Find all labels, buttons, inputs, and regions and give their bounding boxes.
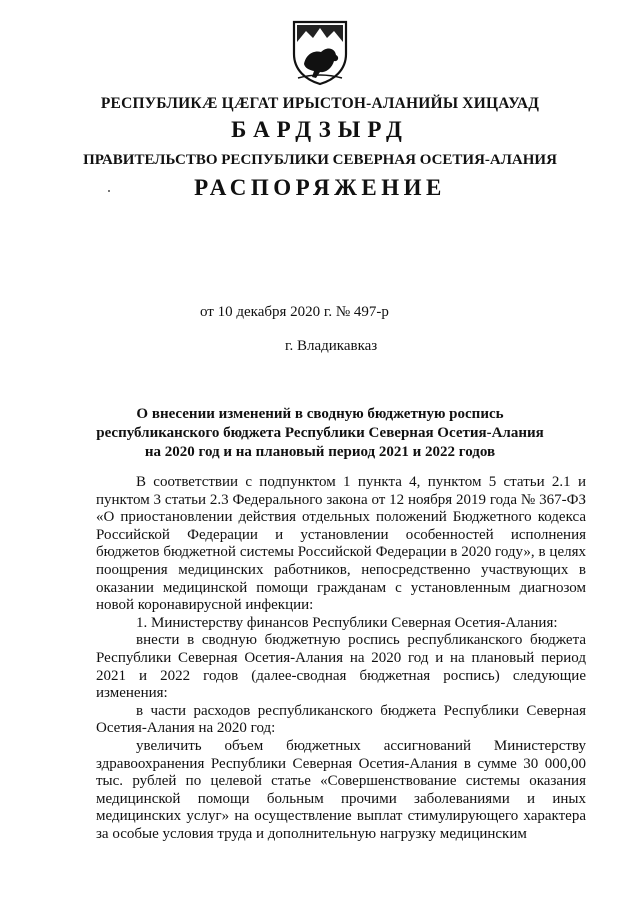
title-line: на 2020 год и на плановый период 2021 и 2022 годов — [144, 444, 496, 460]
body-paragraph: 1. Министерству финансов Республики Северная Осетия-Алания: — [136, 614, 558, 631]
scan-speck — [108, 190, 110, 192]
ossetian-decree-heading: БАРДЗЫРД — [231, 117, 409, 142]
body-paragraph: в части расходов республиканского бюджета Республики Северная Осетия-Алания на 2020 год: — [96, 702, 586, 737]
coat-of-arms-icon — [290, 20, 350, 86]
title-line: республиканского бюджета Республики Северная Осетия-Алания — [96, 425, 544, 441]
decree-city: г. Владикавказ — [285, 338, 378, 354]
body-paragraph: увеличить объем бюджетных ассигнований Министерству здравоохранения Республики Северная Осетия-Алания в сумме 30 000,00 тыс. рублей по целевой статье «Совершенствование системы оказания медицинской помощи больным прочими заболеваниями и иных медицинских услуг» на осуществление выплат стимулирующего характера за особые условия труда и дополнительную нагрузку медицинским — [96, 737, 586, 842]
decree-title — [0, 405, 640, 462]
decree-body — [96, 474, 586, 843]
russian-government-heading: ПРАВИТЕЛЬСТВО РЕСПУБЛИКИ СЕВЕРНАЯ ОСЕТИЯ-АЛАНИЯ — [83, 152, 557, 168]
title-line: О внесении изменений в сводную бюджетную роспись — [136, 406, 504, 422]
decree-date-number: от 10 декабря 2020 г. № 497-р — [200, 304, 389, 320]
ossetian-government-heading: РЕСПУБЛИКÆ ЦÆГАТ ИРЫСТОН-АЛАНИЙЫ ХИЦАУАД — [100, 95, 540, 112]
body-paragraph: внести в сводную бюджетную роспись республиканского бюджета Республики Северная Осетия-Алания на 2020 год и на плановый период 2021 и 2022 годов (далее-сводная бюджетная роспись) следующие изменения: — [96, 632, 586, 702]
body-paragraph: В соответствии с подпунктом 1 пункта 4, пунктом 5 статьи 2.1 и пунктом 3 статьи 2.3 Федерального закона от 12 ноября 2019 года № 367-ФЗ «О приостановлении действия отдельных положений Бюджетного кодекса Российской Федерации и установлении особенностей исполнения бюджетов бюджетной системы Российской Федерации в 2020 году», в целях поощрения медицинских работников, непосредственно участвующих в оказании медицинской помощи гражданам с установленным диагнозом новой коронавирусной инфекции: — [96, 474, 586, 614]
russian-decree-heading: РАСПОРЯЖЕНИЕ — [194, 175, 446, 200]
